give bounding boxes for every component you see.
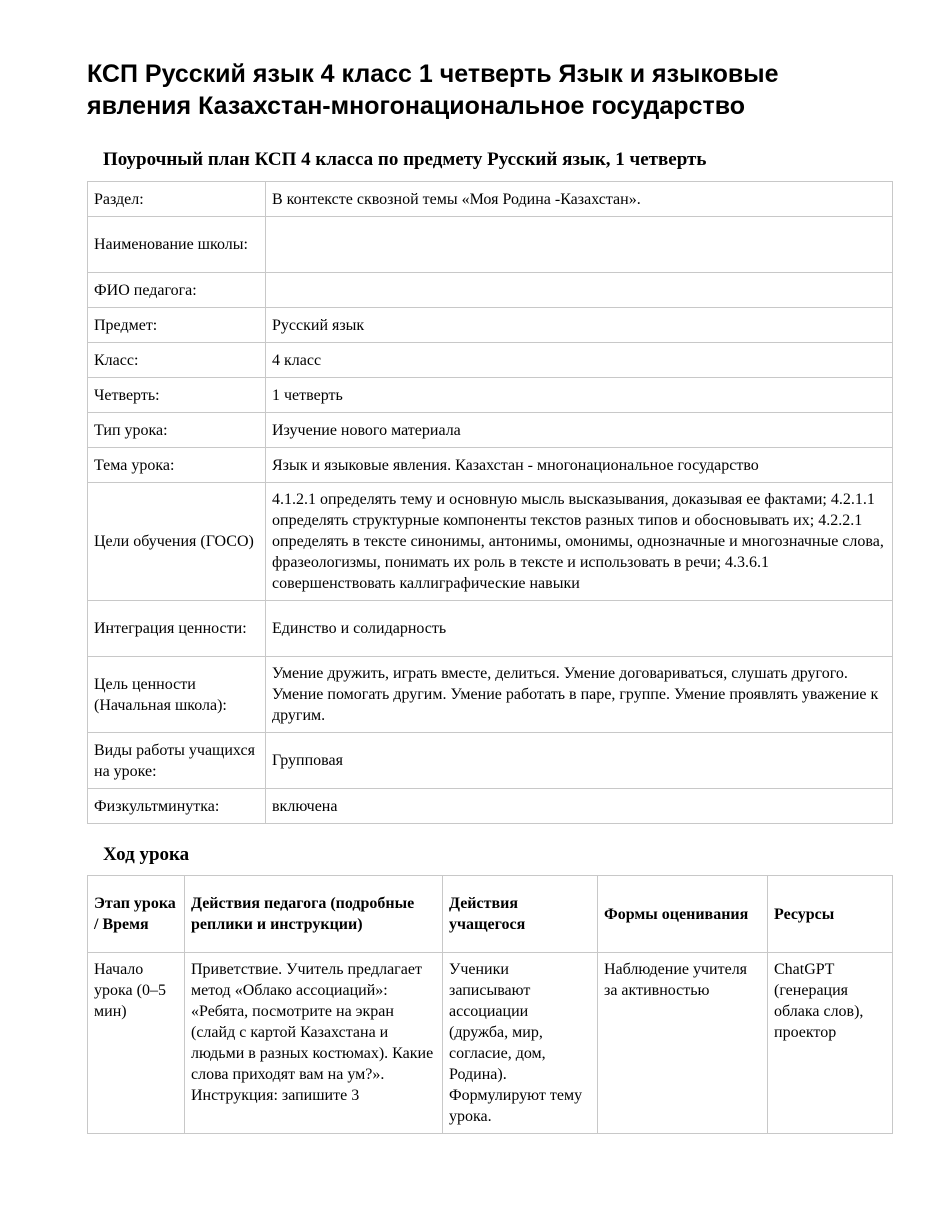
row-value: Изучение нового материала [266,413,893,448]
lesson-progress-title: Ход урока [103,844,190,865]
row-label: Тип урока: [88,413,266,448]
column-header-stage: Этап урока / Время [88,876,185,953]
row-label: Класс: [88,343,266,378]
plan-title: Поурочный план КСП 4 класса по предмету Русский язык, 1 четверть [103,149,707,170]
cell-student-actions: Ученики записывают ассоциации (дружба, мир, согласие, дом, Родина). Формулируют тему урока. [443,953,598,1134]
table-row [88,413,893,448]
row-value: 1 четверть [266,378,893,413]
table-row [88,733,893,789]
row-label: Цель ценности (Начальная школа): [88,657,266,733]
row-label: Цели обучения (ГОСО) [88,483,266,601]
row-label: Тема урока: [88,448,266,483]
row-value: включена [266,789,893,824]
lesson-progress-table [87,875,893,1134]
column-header-student-actions: Действия учащегося [443,876,598,953]
row-value: Умение дружить, играть вместе, делиться. Умение договариваться, слушать другого. Умение помогать другим. Умение работать в паре, группе. Умение проявлять уважение к другим. [266,657,893,733]
row-value [266,273,893,308]
table-row [88,953,893,1134]
row-value [266,217,893,273]
row-value: Единство и солидарность [266,601,893,657]
row-label: Физкультминутка: [88,789,266,824]
table-row [88,378,893,413]
lesson-info-table [87,181,893,824]
table-row [88,483,893,601]
column-header-resources: Ресурсы [768,876,893,953]
row-value: 4.1.2.1 определять тему и основную мысль высказывания, доказывая ее фактами; 4.2.1.1 определять структурные компоненты текстов разных типов и обосновывать их; 4.2.2.1 определять в тексте синонимы, антонимы, омонимы, однозначные и многозначные слова, фразеологизмы, понимать их роль в тексте и использовать в речи; 4.3.6.1 совершенствовать каллиграфические навыки [266,483,893,601]
table-row [88,308,893,343]
table-row [88,343,893,378]
table-header-row [88,876,893,953]
row-value: В контексте сквозной темы «Моя Родина -Казахстан». [266,182,893,217]
table-row [88,182,893,217]
table-row [88,601,893,657]
cell-stage: Начало урока (0–5 мин) [88,953,185,1134]
row-value: Групповая [266,733,893,789]
cell-assessment: Наблюдение учителя за активностью [598,953,768,1134]
table-row [88,789,893,824]
document-page [87,58,893,1134]
row-label: Виды работы учащихся на уроке: [88,733,266,789]
row-label: Четверть: [88,378,266,413]
row-value: Язык и языковые явления. Казахстан - многонациональное государство [266,448,893,483]
row-label: Интеграция ценности: [88,601,266,657]
row-label: Предмет: [88,308,266,343]
row-label: Раздел: [88,182,266,217]
table-row [88,657,893,733]
row-label: Наименование школы: [88,217,266,273]
column-header-assessment: Формы оценивания [598,876,768,953]
table-row [88,217,893,273]
row-value: Русский язык [266,308,893,343]
row-label: ФИО педагога: [88,273,266,308]
table-row [88,273,893,308]
document-title: КСП Русский язык 4 класс 1 четверть Язык и языковые явления Казахстан-многонациональное государство [87,60,779,120]
row-value: 4 класс [266,343,893,378]
column-header-teacher-actions: Действия педагога (подробные реплики и инструкции) [185,876,443,953]
table-row [88,448,893,483]
cell-resources: ChatGPT (генерация облака слов), проектор [768,953,893,1134]
cell-teacher-actions: Приветствие. Учитель предлагает метод «Облако ассоциаций»: «Ребята, посмотрите на экран (слайд с картой Казахстана и людьми в разных костюмах). Какие слова приходят вам на ум?». Инструкция: запишите 3 [185,953,443,1134]
